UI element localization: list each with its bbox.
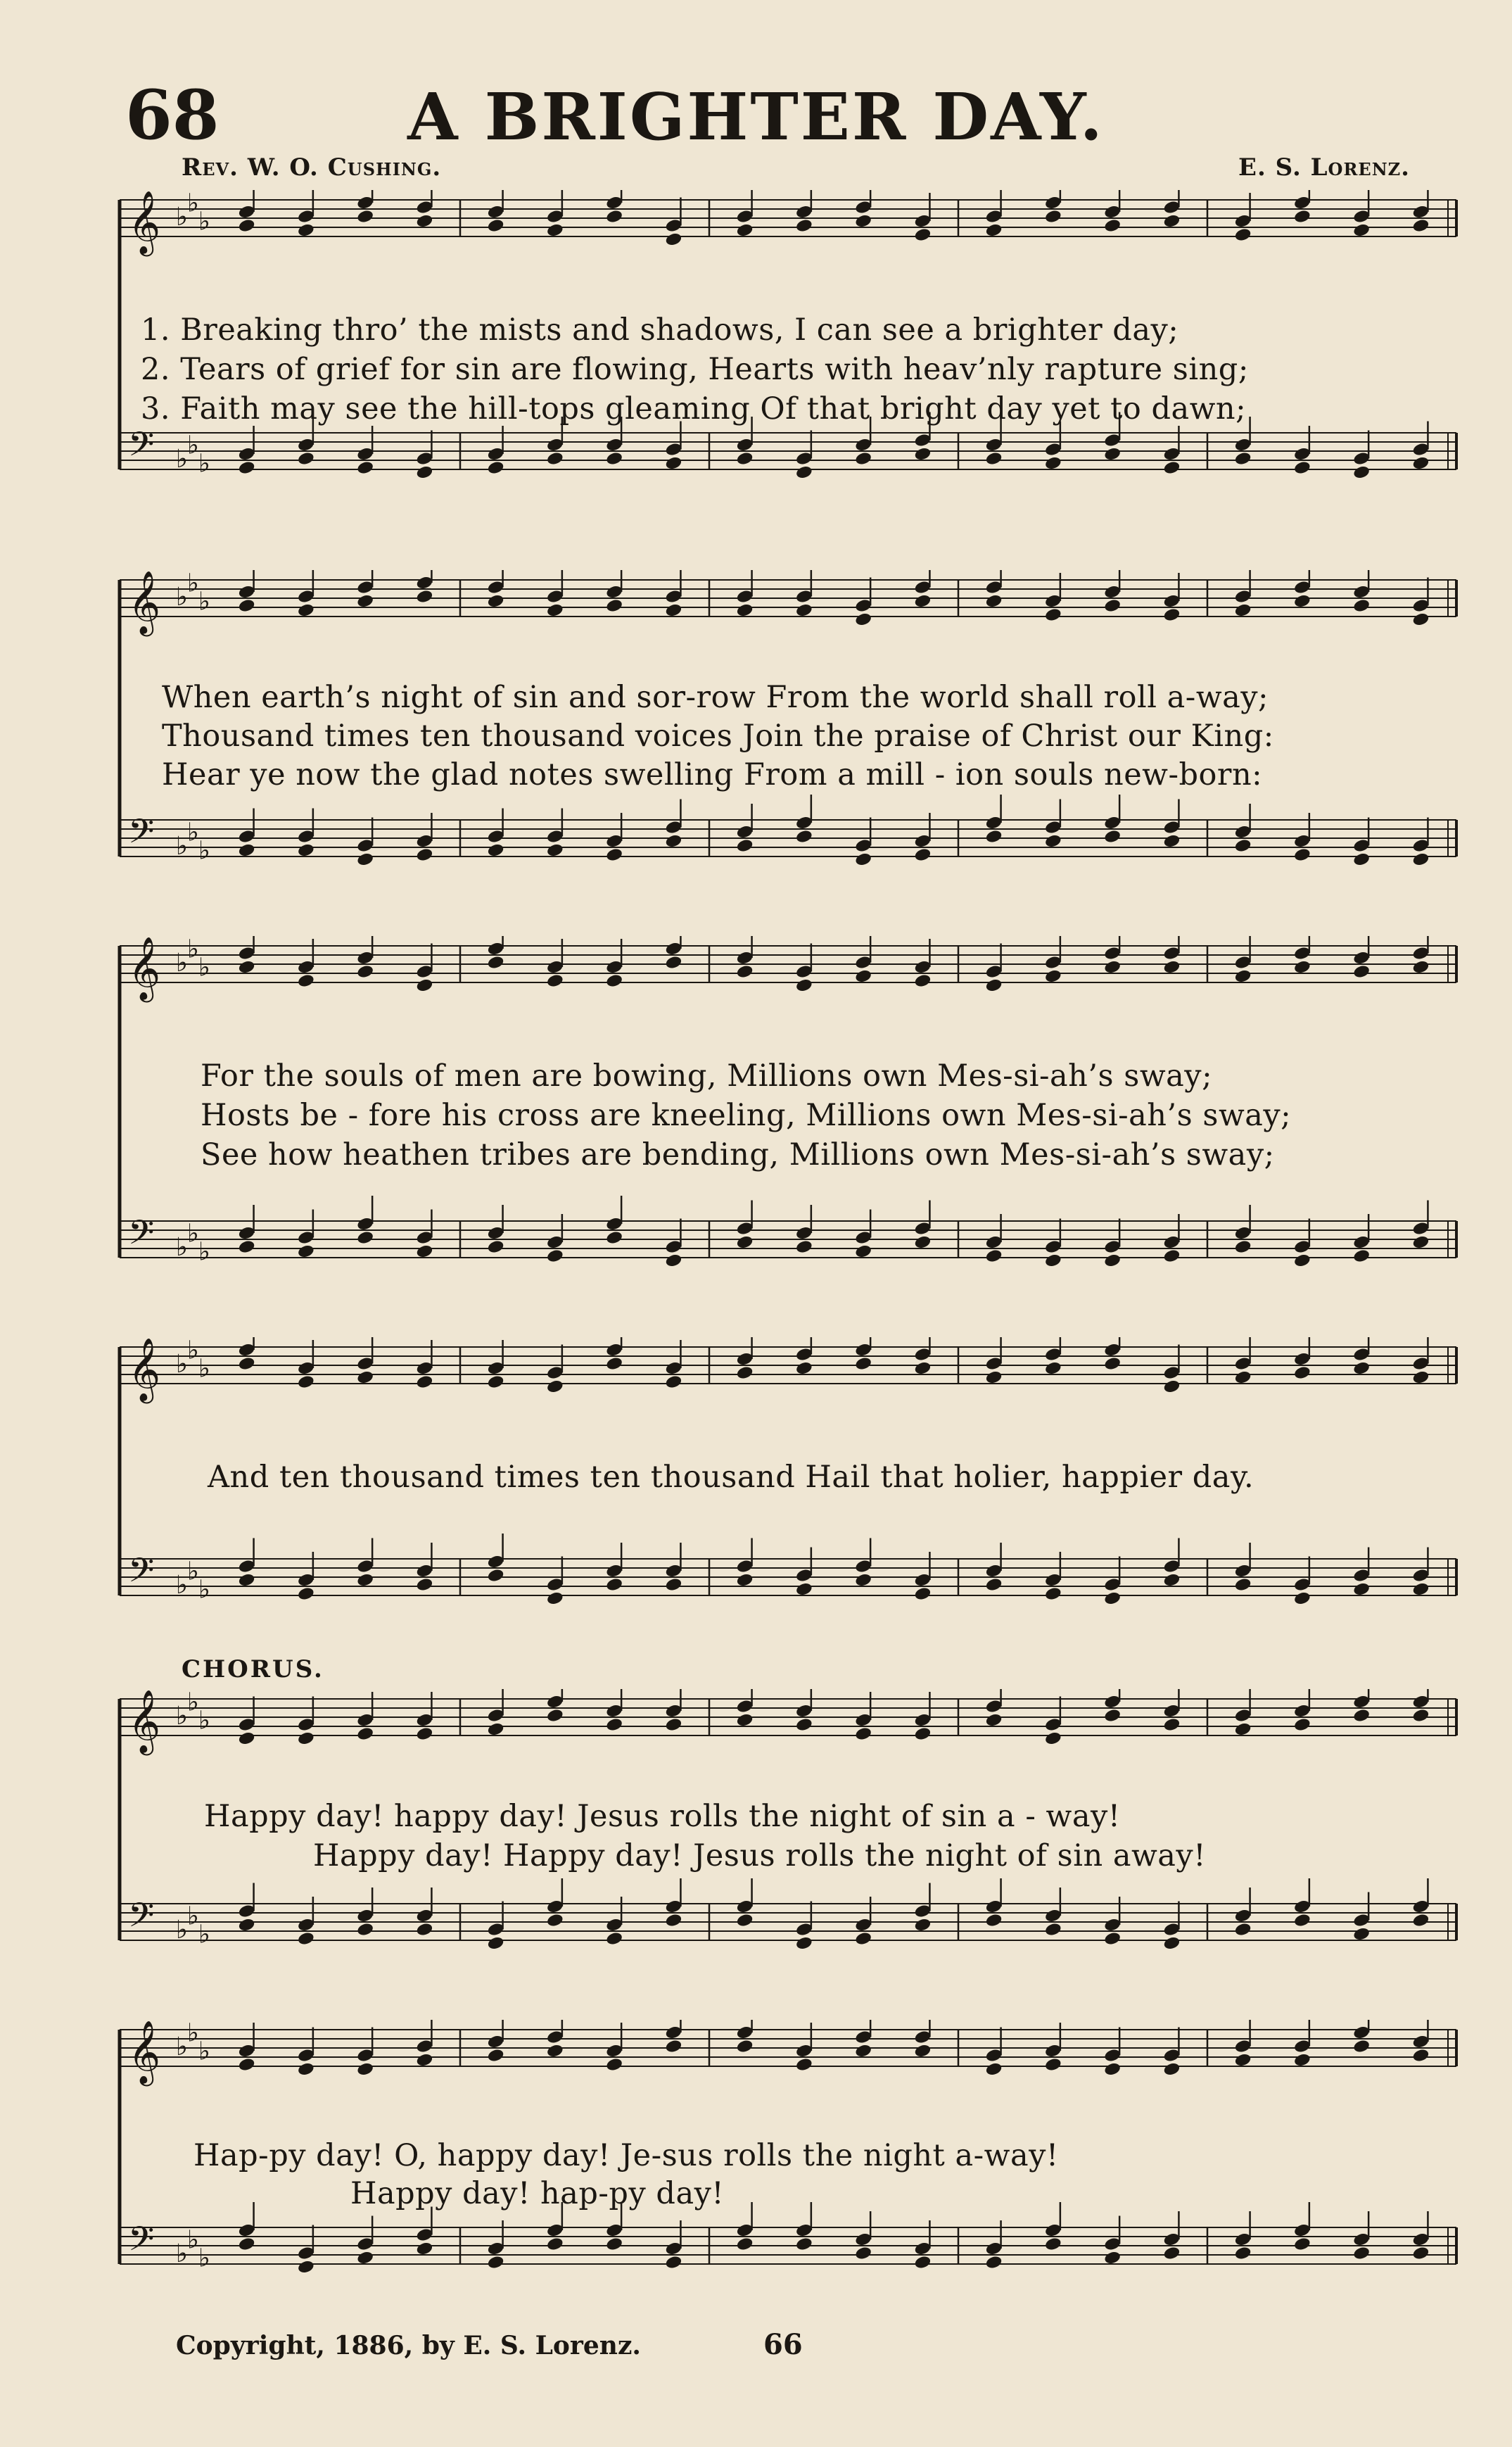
note-chord	[238, 190, 256, 233]
note-chord	[416, 944, 434, 993]
note-chord	[487, 1689, 505, 1737]
note-chord	[1234, 936, 1252, 984]
bass-staff	[120, 1534, 1456, 1606]
note-chord	[487, 190, 505, 233]
flat-icon: ♭	[176, 2239, 188, 2268]
note-chord	[1412, 2020, 1430, 2063]
lyric-line: And ten thousand times ten thousand Hail that holier, happier day.	[208, 1460, 1254, 1495]
note-chord	[1103, 1337, 1122, 1371]
composer-credit: E. S. Lorenz.	[1238, 153, 1410, 182]
lyric-line: 3. Faith may see the hill-tops gleaming Of that bright day yet to dawn;	[141, 391, 1247, 426]
music-system-3	[113, 936, 1463, 1309]
bass-staff	[120, 1878, 1456, 1951]
flat-icon: ♭	[187, 1337, 199, 1365]
note-chord	[914, 1201, 932, 1250]
note-chord	[795, 1689, 813, 1732]
bass-clef-icon: 𝄢	[128, 1550, 155, 1598]
music-system-6	[113, 2020, 1463, 2315]
note-chord	[546, 570, 564, 618]
note-chord	[795, 190, 813, 233]
note-chord	[1044, 936, 1062, 984]
flat-icon: ♭	[198, 953, 210, 982]
note-chord	[1163, 799, 1181, 849]
note-chord	[1044, 1697, 1062, 1746]
note-chord	[356, 936, 374, 979]
flat-icon: ♭	[198, 1575, 210, 1605]
note-chord	[1293, 1219, 1311, 1268]
flat-icon: ♭	[198, 207, 210, 236]
note-chord	[356, 190, 374, 224]
note-chord	[665, 936, 683, 970]
note-chord	[546, 809, 564, 858]
note-chord	[1293, 1337, 1311, 1380]
note-chord	[297, 2028, 315, 2077]
note-chord	[1293, 2020, 1311, 2068]
note-chord	[356, 818, 374, 867]
note-chord	[416, 2020, 434, 2068]
lyric-line: Happy day! Happy day! Jesus rolls the night of sin away!	[313, 1838, 1206, 1873]
note-chord	[1352, 570, 1371, 613]
flat-icon: ♭	[176, 1233, 188, 1262]
note-chord	[1044, 190, 1062, 224]
note-chord	[238, 1883, 256, 1933]
flat-icon: ♭	[187, 1902, 199, 1931]
note-chord	[1163, 1689, 1181, 1732]
note-chord	[605, 570, 623, 613]
note-chord	[487, 1902, 505, 1951]
lyric-line: Hear ye now the glad notes swelling From a mill - ion souls new-born:	[162, 757, 1263, 792]
note-chord	[238, 1337, 256, 1371]
lyric-line: Thousand times ten thousand voices Join the praise of Christ our King:	[162, 719, 1274, 754]
note-chord	[985, 1337, 1003, 1385]
note-chord	[795, 1902, 813, 1951]
note-chord	[1103, 2028, 1122, 2077]
lyric-line: For the souls of men are bowing, Millions own Mes-si-ah’s sway;	[201, 1058, 1213, 1094]
note-chord	[665, 422, 683, 471]
flat-icon: ♭	[176, 1916, 188, 1945]
flat-icon: ♭	[187, 431, 199, 460]
note-chord	[1103, 1557, 1122, 1606]
treble-staff	[120, 2020, 1456, 2087]
note-chord	[1293, 190, 1311, 224]
note-chord	[238, 809, 256, 858]
note-chord	[665, 1219, 683, 1268]
note-chord	[854, 1538, 872, 1588]
flat-icon: ♭	[198, 1237, 210, 1267]
note-chord	[1234, 1689, 1252, 1737]
note-chord	[605, 1337, 623, 1371]
flat-icon: ♭	[176, 2032, 188, 2061]
note-chord	[416, 431, 434, 480]
flat-icon: ♭	[176, 583, 188, 612]
music-system-4	[113, 1337, 1463, 1647]
flat-icon: ♭	[187, 570, 199, 598]
note-chord	[1103, 190, 1122, 233]
note-chord	[854, 1210, 872, 1259]
treble-clef-icon: 𝄞	[128, 937, 161, 1000]
lyric-line: Happy day! hap-py day!	[350, 2176, 725, 2211]
note-chord	[546, 1689, 564, 1723]
treble-clef-icon: 𝄞	[128, 2021, 161, 2084]
note-chord	[356, 1538, 374, 1588]
note-chord	[1234, 1337, 1252, 1385]
note-chord	[1234, 2020, 1252, 2068]
flat-icon: ♭	[176, 1571, 188, 1600]
flat-icon: ♭	[187, 1689, 199, 1717]
note-chord	[1412, 818, 1430, 867]
note-chord	[665, 570, 683, 618]
bass-staff	[120, 2202, 1456, 2275]
note-chord	[736, 190, 754, 238]
note-chord	[297, 1210, 315, 1259]
music-system-5	[113, 1689, 1463, 1992]
flat-icon: ♭	[187, 2225, 199, 2255]
note-chord	[854, 818, 872, 867]
note-chord	[297, 809, 315, 858]
note-chord	[985, 190, 1003, 238]
author-credit: Rev. W. O. Cushing.	[182, 153, 442, 182]
treble-clef-icon: 𝄞	[128, 1690, 161, 1753]
treble-clef-icon: 𝄞	[128, 191, 161, 254]
note-chord	[1163, 1345, 1181, 1394]
lyric-line: Happy day! happy day! Jesus rolls the night of sin a - way!	[204, 1799, 1121, 1834]
note-chord	[1352, 1892, 1371, 1942]
flat-icon: ♭	[187, 190, 199, 218]
note-chord	[736, 1538, 754, 1588]
note-chord	[736, 1337, 754, 1380]
flat-icon: ♭	[198, 587, 210, 617]
note-chord	[416, 1210, 434, 1259]
note-chord	[795, 1548, 813, 1597]
bass-staff	[120, 795, 1456, 867]
note-chord	[1103, 2216, 1122, 2265]
lyric-line: 1. Breaking thro’ the mists and shadows, I can see a brighter day;	[141, 312, 1179, 348]
treble-staff	[120, 1337, 1456, 1404]
chorus-label: CHORUS.	[182, 1655, 324, 1683]
note-chord	[914, 1883, 932, 1933]
hymn-title: A BRIGHTER DAY.	[407, 79, 1105, 155]
note-chord	[1293, 1689, 1311, 1732]
flat-icon: ♭	[187, 936, 199, 964]
note-chord	[1163, 2028, 1181, 2077]
note-chord	[546, 190, 564, 238]
note-chord	[1352, 936, 1371, 979]
note-chord	[546, 1345, 564, 1394]
note-chord	[356, 2028, 374, 2077]
note-chord	[665, 2020, 683, 2054]
note-chord	[1044, 799, 1062, 849]
note-chord	[1352, 431, 1371, 480]
flat-icon: ♭	[176, 203, 188, 232]
note-chord	[238, 1538, 256, 1588]
note-chord	[795, 944, 813, 993]
note-chord	[238, 1697, 256, 1746]
lyric-line: Hap-py day! O, happy day! Je-sus rolls the night a-way!	[193, 2138, 1059, 2173]
note-chord	[487, 809, 505, 858]
note-chord	[665, 1689, 683, 1732]
note-chord	[1103, 570, 1122, 613]
note-chord	[736, 936, 754, 979]
note-chord	[1412, 1689, 1430, 1723]
note-chord	[605, 190, 623, 224]
note-chord	[1352, 818, 1371, 867]
lyric-line: Hosts be - fore his cross are kneeling, Millions own Mes-si-ah’s sway;	[201, 1098, 1292, 1133]
note-chord	[605, 1689, 623, 1732]
note-chord	[546, 1557, 564, 1606]
note-chord	[356, 2216, 374, 2265]
flat-icon: ♭	[198, 449, 210, 479]
note-chord	[297, 2225, 315, 2275]
note-chord	[1412, 422, 1430, 471]
treble-staff	[120, 570, 1456, 637]
note-chord	[416, 570, 434, 604]
note-chord	[1352, 1689, 1371, 1723]
lyric-line: 2. Tears of grief for sin are flowing, Hearts with heav’nly rapture sing;	[141, 352, 1249, 387]
note-chord	[985, 2028, 1003, 2077]
flat-icon: ♭	[176, 445, 188, 474]
note-chord	[1044, 422, 1062, 471]
flat-icon: ♭	[176, 1350, 188, 1379]
note-chord	[297, 190, 315, 238]
note-chord	[1412, 190, 1430, 233]
flat-icon: ♭	[187, 818, 199, 847]
flat-icon: ♭	[187, 2020, 199, 2048]
treble-staff	[120, 1689, 1456, 1756]
note-chord	[356, 1337, 374, 1385]
note-chord	[238, 570, 256, 613]
note-chord	[1163, 1538, 1181, 1588]
note-chord	[1412, 1337, 1430, 1385]
note-chord	[736, 2020, 754, 2054]
note-chord	[795, 431, 813, 480]
footer-page-number: 66	[763, 2328, 803, 2361]
note-chord	[297, 570, 315, 618]
treble-staff	[120, 190, 1456, 257]
flat-icon: ♭	[198, 1354, 210, 1384]
bass-clef-icon: 𝄢	[128, 2219, 155, 2267]
flat-icon: ♭	[198, 2244, 210, 2273]
note-chord	[297, 1697, 315, 1746]
treble-staff	[120, 936, 1456, 1003]
bass-clef-icon: 𝄢	[128, 811, 155, 859]
note-chord	[665, 198, 683, 247]
note-chord	[854, 578, 872, 627]
note-chord	[1412, 578, 1430, 627]
note-chord	[1412, 1548, 1430, 1597]
treble-clef-icon: 𝄞	[128, 1338, 161, 1401]
note-chord	[487, 936, 505, 970]
note-chord	[1163, 1902, 1181, 1951]
lyric-line: When earth’s night of sin and sor-row From the world shall roll a-way;	[162, 680, 1269, 715]
flat-icon: ♭	[176, 1702, 188, 1731]
music-system-1	[113, 190, 1463, 521]
bass-clef-icon: 𝄢	[128, 424, 155, 472]
note-chord	[854, 936, 872, 984]
lyric-line: See how heathen tribes are bending, Millions own Mes-si-ah’s sway;	[201, 1137, 1275, 1172]
bass-staff	[120, 1196, 1456, 1268]
note-chord	[1103, 1689, 1122, 1723]
bass-clef-icon: 𝄢	[128, 1213, 155, 1260]
note-chord	[736, 1201, 754, 1250]
note-chord	[1293, 1557, 1311, 1606]
note-chord	[854, 1337, 872, 1371]
treble-clef-icon: 𝄞	[128, 571, 161, 634]
note-chord	[795, 570, 813, 618]
note-chord	[416, 2207, 434, 2256]
flat-icon: ♭	[176, 949, 188, 978]
flat-icon: ♭	[198, 836, 210, 866]
note-chord	[1352, 1548, 1371, 1597]
note-chord	[1044, 1219, 1062, 1268]
bass-clef-icon: 𝄢	[128, 1895, 155, 1943]
note-chord	[1412, 1201, 1430, 1250]
copyright-notice: Copyright, 1886, by E. S. Lorenz.	[176, 2331, 641, 2360]
flat-icon: ♭	[176, 832, 188, 861]
note-chord	[1234, 570, 1252, 618]
note-chord	[985, 944, 1003, 993]
note-chord	[1352, 190, 1371, 238]
flat-icon: ♭	[187, 1219, 199, 1248]
note-chord	[487, 2020, 505, 2063]
flat-icon: ♭	[198, 1920, 210, 1949]
flat-icon: ♭	[187, 1557, 199, 1586]
flat-icon: ♭	[198, 2037, 210, 2066]
note-chord	[736, 570, 754, 618]
note-chord	[1352, 2020, 1371, 2054]
note-chord	[1103, 1219, 1122, 1268]
page-number: 68	[125, 75, 220, 155]
note-chord	[665, 799, 683, 849]
music-system-2	[113, 570, 1463, 908]
flat-icon: ♭	[198, 1706, 210, 1735]
